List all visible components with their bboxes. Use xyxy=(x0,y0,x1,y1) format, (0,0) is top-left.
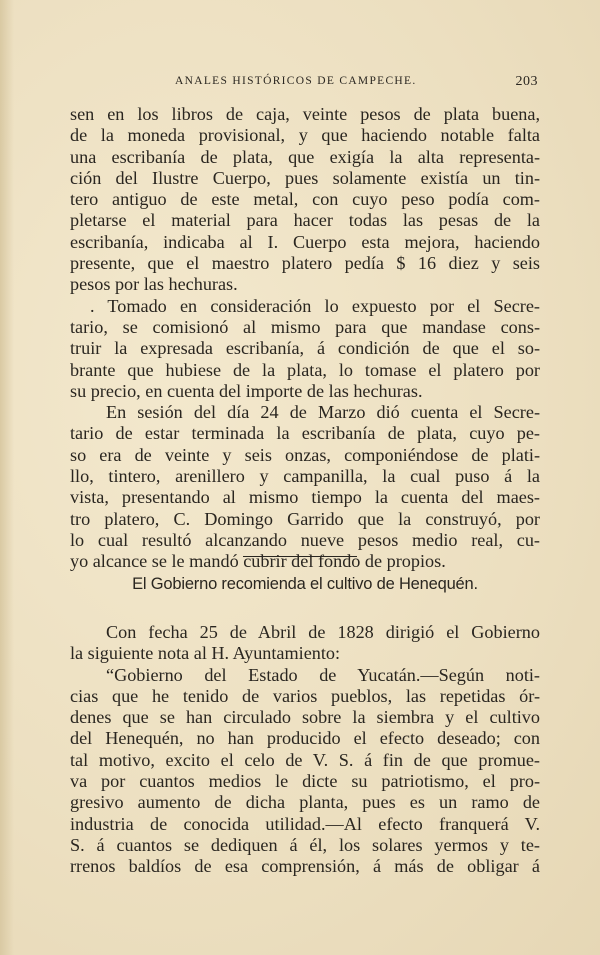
paragraph-1 xyxy=(70,104,540,296)
text-line: del Henequén, no han producido el efecto deseado; con xyxy=(70,728,540,749)
text-line: sen en los libros de caja, veinte pesos de plata buena, xyxy=(70,104,540,124)
text-line: truir la expresada escribanía, á condición de que el so- xyxy=(70,338,540,359)
paragraph-3 xyxy=(70,402,540,572)
paragraph-4 xyxy=(70,622,540,665)
body-text-upper xyxy=(70,104,540,573)
section-separator-rule xyxy=(243,556,357,557)
text-line: escribanía, indicaba al I. Cuerpo esta mejora, haciendo xyxy=(70,231,540,252)
page-edge-shadow xyxy=(0,0,14,955)
text-line: lo cual resultó alcanzando nueve pesos medio real, cu- xyxy=(70,529,540,550)
text-line: “Gobierno del Estado de Yucatán.—Según noti- xyxy=(106,664,540,685)
running-header xyxy=(175,75,538,93)
text-line: En sesión del día 24 de Marzo dió cuenta el Secre- xyxy=(106,402,540,423)
text-line: llo, tintero, arenillero y campanilla, la cual puso á la xyxy=(70,466,540,487)
text-line: industria de conocida utilidad.—Al efecto franquerá V. xyxy=(70,813,540,834)
text-line: presente, que el maestro platero pedía $ 16 diez y seis xyxy=(70,253,540,274)
text-line: una escribanía de plata, que exigía la alta representa- xyxy=(70,146,540,167)
text-line: va por cuantos medios le dicte su patriotismo, el pro- xyxy=(70,771,540,792)
text-line: la siguiente nota al H. Ayuntamiento: xyxy=(70,643,341,664)
text-line: pletarse el material para hacer todas las pesas de la xyxy=(70,210,540,231)
text-line: yo alcance se le mandó cubrir del fondo de propios. xyxy=(70,551,446,572)
page-number: 203 xyxy=(515,74,538,89)
text-line: su precio, en cuenta del importe de las hechuras. xyxy=(70,380,423,401)
text-line: tero antiguo de este metal, con cuyo peso podía com- xyxy=(70,189,540,210)
body-text-lower xyxy=(70,622,540,878)
text-line: S. á cuantos se dediquen á él, los solares yermos y te- xyxy=(70,834,540,855)
text-line: . Tomado en consideración lo expuesto por el Secre- xyxy=(90,295,540,316)
text-line: tario, se comisionó al mismo para que mandase cons- xyxy=(70,316,540,337)
text-line: so era de veinte y seis onzas, componiéndose de plati- xyxy=(70,444,540,465)
text-line: gresivo aumento de dicha planta, pues es un ramo de xyxy=(70,792,540,813)
text-line: denes que se han circulado sobre la siembra y el cultivo xyxy=(70,707,540,728)
text-line: tro platero, C. Domingo Garrido que la construyó, por xyxy=(70,508,540,529)
text-line: tal motivo, excito el celo de V. S. á fin de que promue- xyxy=(70,749,540,770)
paragraph-5 xyxy=(70,665,540,878)
text-line: rrenos baldíos de esa comprensión, á más de obligar á xyxy=(70,856,540,877)
running-title: ANALES HISTÓRICOS DE CAMPECHE. xyxy=(175,75,417,87)
section-heading: El Gobierno recomienda el cultivo de Henequén. xyxy=(132,575,478,593)
text-line: tario de estar terminada la escribanía de plata, cuyo pe- xyxy=(70,423,540,444)
text-line: ción del Ilustre Cuerpo, pues solamente existía un tin- xyxy=(70,167,540,188)
text-line: brante que hubiese de la plata, lo tomase el platero por xyxy=(70,359,540,380)
text-line: Con fecha 25 de Abril de 1828 dirigió el Gobierno xyxy=(106,622,540,642)
text-line: pesos por las hechuras. xyxy=(70,274,238,295)
paragraph-2 xyxy=(70,296,540,402)
text-line: vista, presentando al mismo tiempo la cuenta del maes- xyxy=(70,487,540,508)
text-line: de la moneda provisional, y que haciendo notable falta xyxy=(70,125,540,146)
text-line: cias que he tenido de varios pueblos, las repetidas ór- xyxy=(70,685,540,706)
